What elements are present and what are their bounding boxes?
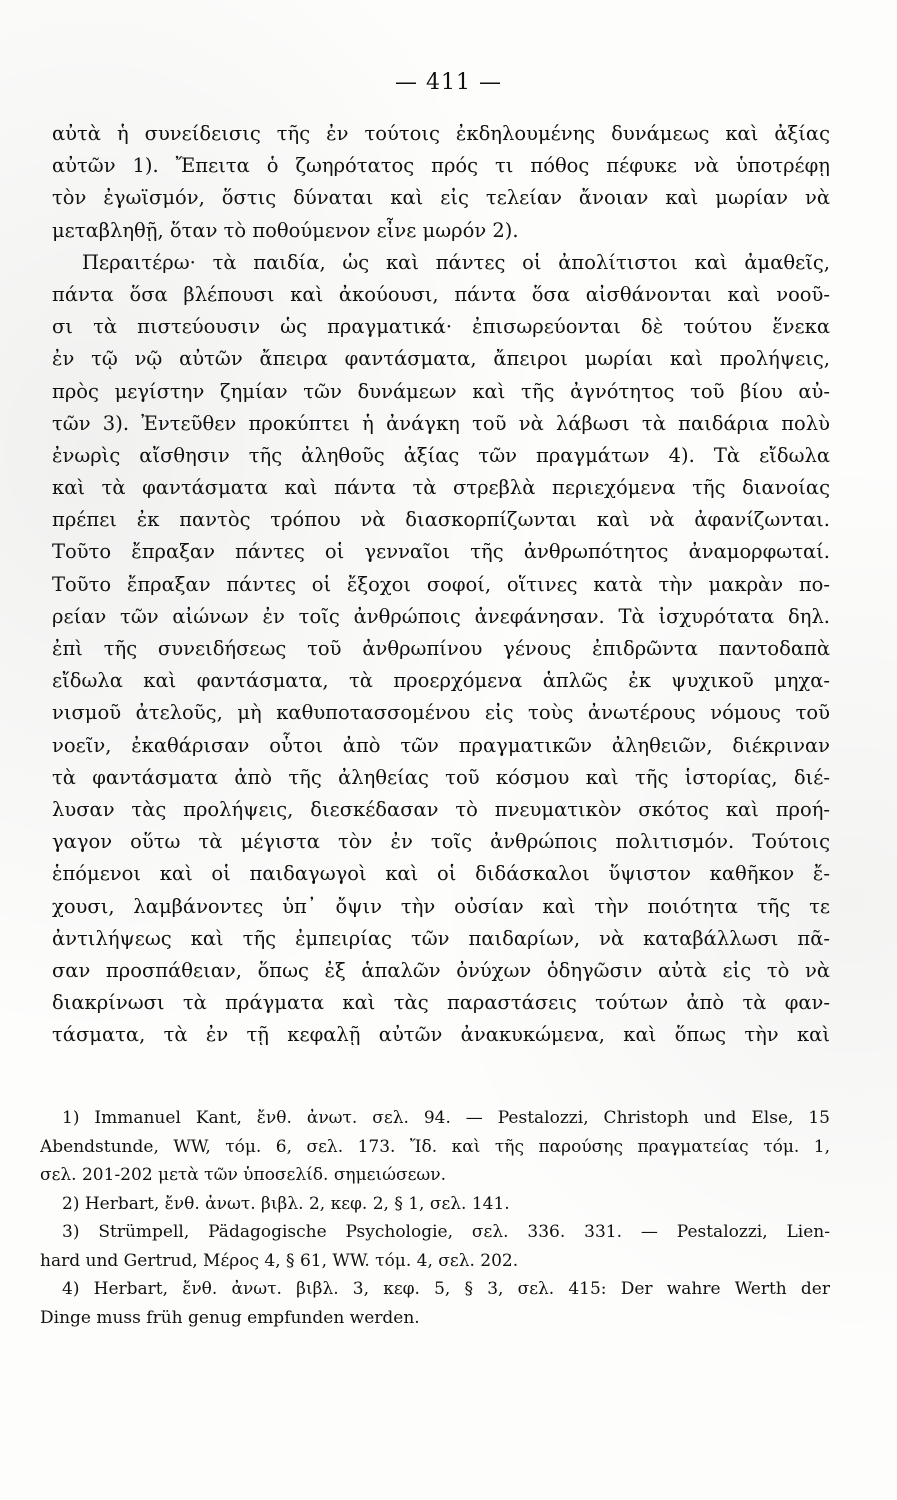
text-line: τὰ φαντάσματα ἀπὸ τῆς ἀληθείας τοῦ κόσμου καὶ τῆς ἱστορίας, διέ- — [52, 765, 830, 789]
text-line: ἑπόμενοι καὶ οἱ παιδαγωγοὶ καὶ οἱ διδάσκαλοι ὕψιστον καθῆκον ἔ- — [52, 862, 830, 886]
text-line: νισμοῦ ἀτελοῦς, μὴ καθυποτασσομένου εἰς τοὺς ἀνωτέρους νόμους τοῦ — [52, 701, 830, 725]
text-line: ἐν τῷ νῷ αὐτῶν ἄπειρα φαντάσματα, ἄπειροι μωρίαι καὶ προλήψεις, — [52, 347, 830, 371]
text-line: διακρίνωσι τὰ πράγματα καὶ τὰς παραστάσεις τούτων ἀπὸ τὰ φαν- — [52, 991, 830, 1015]
text-line: τῶν 3). Ἐντεῦθεν προκύπτει ἡ ἀνάγκη τοῦ νὰ λάβωσι τὰ παιδάρια πολὺ — [52, 411, 830, 435]
text-line: Περαιτέρω· τὰ παιδία, ὡς καὶ πάντες οἱ ἀπολίτιστοι καὶ ἀμαθεῖς, — [82, 250, 830, 274]
text-line: ἐνωρὶς αἴσθησιν τῆς ἀληθοῦς ἀξίας τῶν πραγμάτων 4). Τὰ εἴδωλα — [52, 443, 830, 467]
text-line: Τοῦτο ἔπραξαν πάντες οἱ ἔξοχοι σοφοί, οἵτινες κατὰ τὴν μακρὰν πο- — [52, 572, 830, 596]
text-line: σι τὰ πιστεύουσιν ὡς πραγματικά· ἐπισωρεύονται δὲ τούτου ἕνεκα — [52, 315, 830, 339]
text-line: ἀντιλήψεως καὶ τῆς ἐμπειρίας τῶν παιδαρίων, νὰ καταβάλλωσι πᾶ- — [52, 926, 830, 950]
text-line: αὐτῶν 1). Ἔπειτα ὁ ζωηρότατος πρός τι πόθος πέφυκε νὰ ὑποτρέφῃ — [52, 154, 830, 178]
footnote-line: 1) Immanuel Kant, ἔνθ. ἀνωτ. σελ. 94. — Pestalozzi, Christoph und Else, 15 — [62, 1108, 830, 1128]
text-line: χουσι, λαμβάνοντες ὑπ᾿ ὄψιν τὴν οὐσίαν καὶ τὴν ποιότητα τῆς τε — [52, 894, 830, 918]
text-line: πάντα ὅσα βλέπουσι καὶ ἀκούουσι, πάντα ὅσα αἰσθάνονται καὶ νοοῦ- — [52, 282, 830, 306]
text-line: γαγον οὕτω τὰ μέγιστα τὸν ἐν τοῖς ἀνθρώποις πολιτισμόν. Τούτοις — [52, 830, 830, 854]
footnote-line: σελ. 201-202 μετὰ τῶν ὑποσελίδ. σημειώσεων. — [40, 1165, 447, 1185]
text-line: εἴδωλα καὶ φαντάσματα, τὰ προερχόμενα ἁπλῶς ἐκ ψυχικοῦ μηχα- — [52, 669, 830, 693]
footnote-line: hard und Gertrud, Μέρος 4, § 61, WW. τόμ. 4, σελ. 202. — [40, 1250, 519, 1271]
text-line: πρὸς μεγίστην ζημίαν τῶν δυνάμεων καὶ τῆς ἀγνότητος τοῦ βίου αὐ- — [52, 379, 830, 403]
text-line: μεταβληθῇ, ὅταν τὸ ποθούμενον εἶνε μωρόν 2). — [52, 218, 519, 242]
text-line: Τοῦτο ἔπραξαν πάντες οἱ γενναῖοι τῆς ἀνθρωπότητος ἀναμορφωταί. — [52, 540, 830, 564]
text-line: σαν προσπάθειαν, ὅπως ἐξ ἁπαλῶν ὀνύχων ὁδηγῶσιν αὐτὰ εἰς τὸ νὰ — [52, 958, 830, 982]
footnote-line: Dinge muss früh genug empfunden werden. — [40, 1307, 420, 1328]
text-line: ρείαν τῶν αἰώνων ἐν τοῖς ἀνθρώποις ἀνεφάνησαν. Τὰ ἰσχυρότατα δηλ. — [52, 604, 830, 628]
footnotes — [40, 1104, 830, 1332]
body-text — [52, 118, 830, 1051]
text-line: νοεῖν, ἐκαθάρισαν οὗτοι ἀπὸ τῶν πραγματικῶν ἀληθειῶν, διέκριναν — [52, 733, 830, 757]
text-line: λυσαν τὰς προλήψεις, διεσκέδασαν τὸ πνευματικὸν σκότος καὶ προή- — [52, 797, 830, 821]
footnote-line: Abendstunde, WW, τόμ. 6, σελ. 173. Ἴδ. καὶ τῆς παρούσης πραγματείας τόμ. 1, — [40, 1136, 830, 1157]
text-line: τὸν ἐγωϊσμόν, ὅστις δύναται καὶ εἰς τελείαν ἄνοιαν καὶ μωρίαν νὰ — [52, 186, 830, 210]
text-line: πρέπει ἐκ παντὸς τρόπου νὰ διασκορπίζωνται καὶ νὰ ἀφανίζωνται. — [52, 508, 830, 532]
footnote-line: 2) Herbart, ἔνθ. ἀνωτ. βιβλ. 2, κεφ. 2, § 1, σελ. 141. — [62, 1193, 510, 1214]
page-number: — 411 — — [395, 70, 502, 95]
text-line: αὐτὰ ἡ συνείδεισις τῆς ἐν τούτοις ἐκδηλουμένης δυνάμεως καὶ ἀξίας — [52, 122, 830, 145]
text-line: καὶ τὰ φαντάσματα καὶ πάντα τὰ στρεβλὰ περιεχόμενα τῆς διανοίας — [52, 476, 830, 500]
footnote-line: 4) Herbart, ἔνθ. ἀνωτ. βιβλ. 3, κεφ. 5, § 3, σελ. 415: Der wahre Werth der — [62, 1279, 830, 1299]
footnote-line: 3) Strümpell, Pädagogische Psychologie, σελ. 336. 331. — Pestalozzi, Lien- — [62, 1222, 830, 1242]
text-line: τάσματα, τὰ ἐν τῇ κεφαλῇ αὐτῶν ἀνακυκώμενα, καὶ ὅπως τὴν καὶ — [52, 1023, 830, 1047]
text-line: ἐπὶ τῆς συνειδήσεως τοῦ ἀνθρωπίνου γένους ἐπιδρῶντα παντοδαπὰ — [52, 637, 830, 660]
